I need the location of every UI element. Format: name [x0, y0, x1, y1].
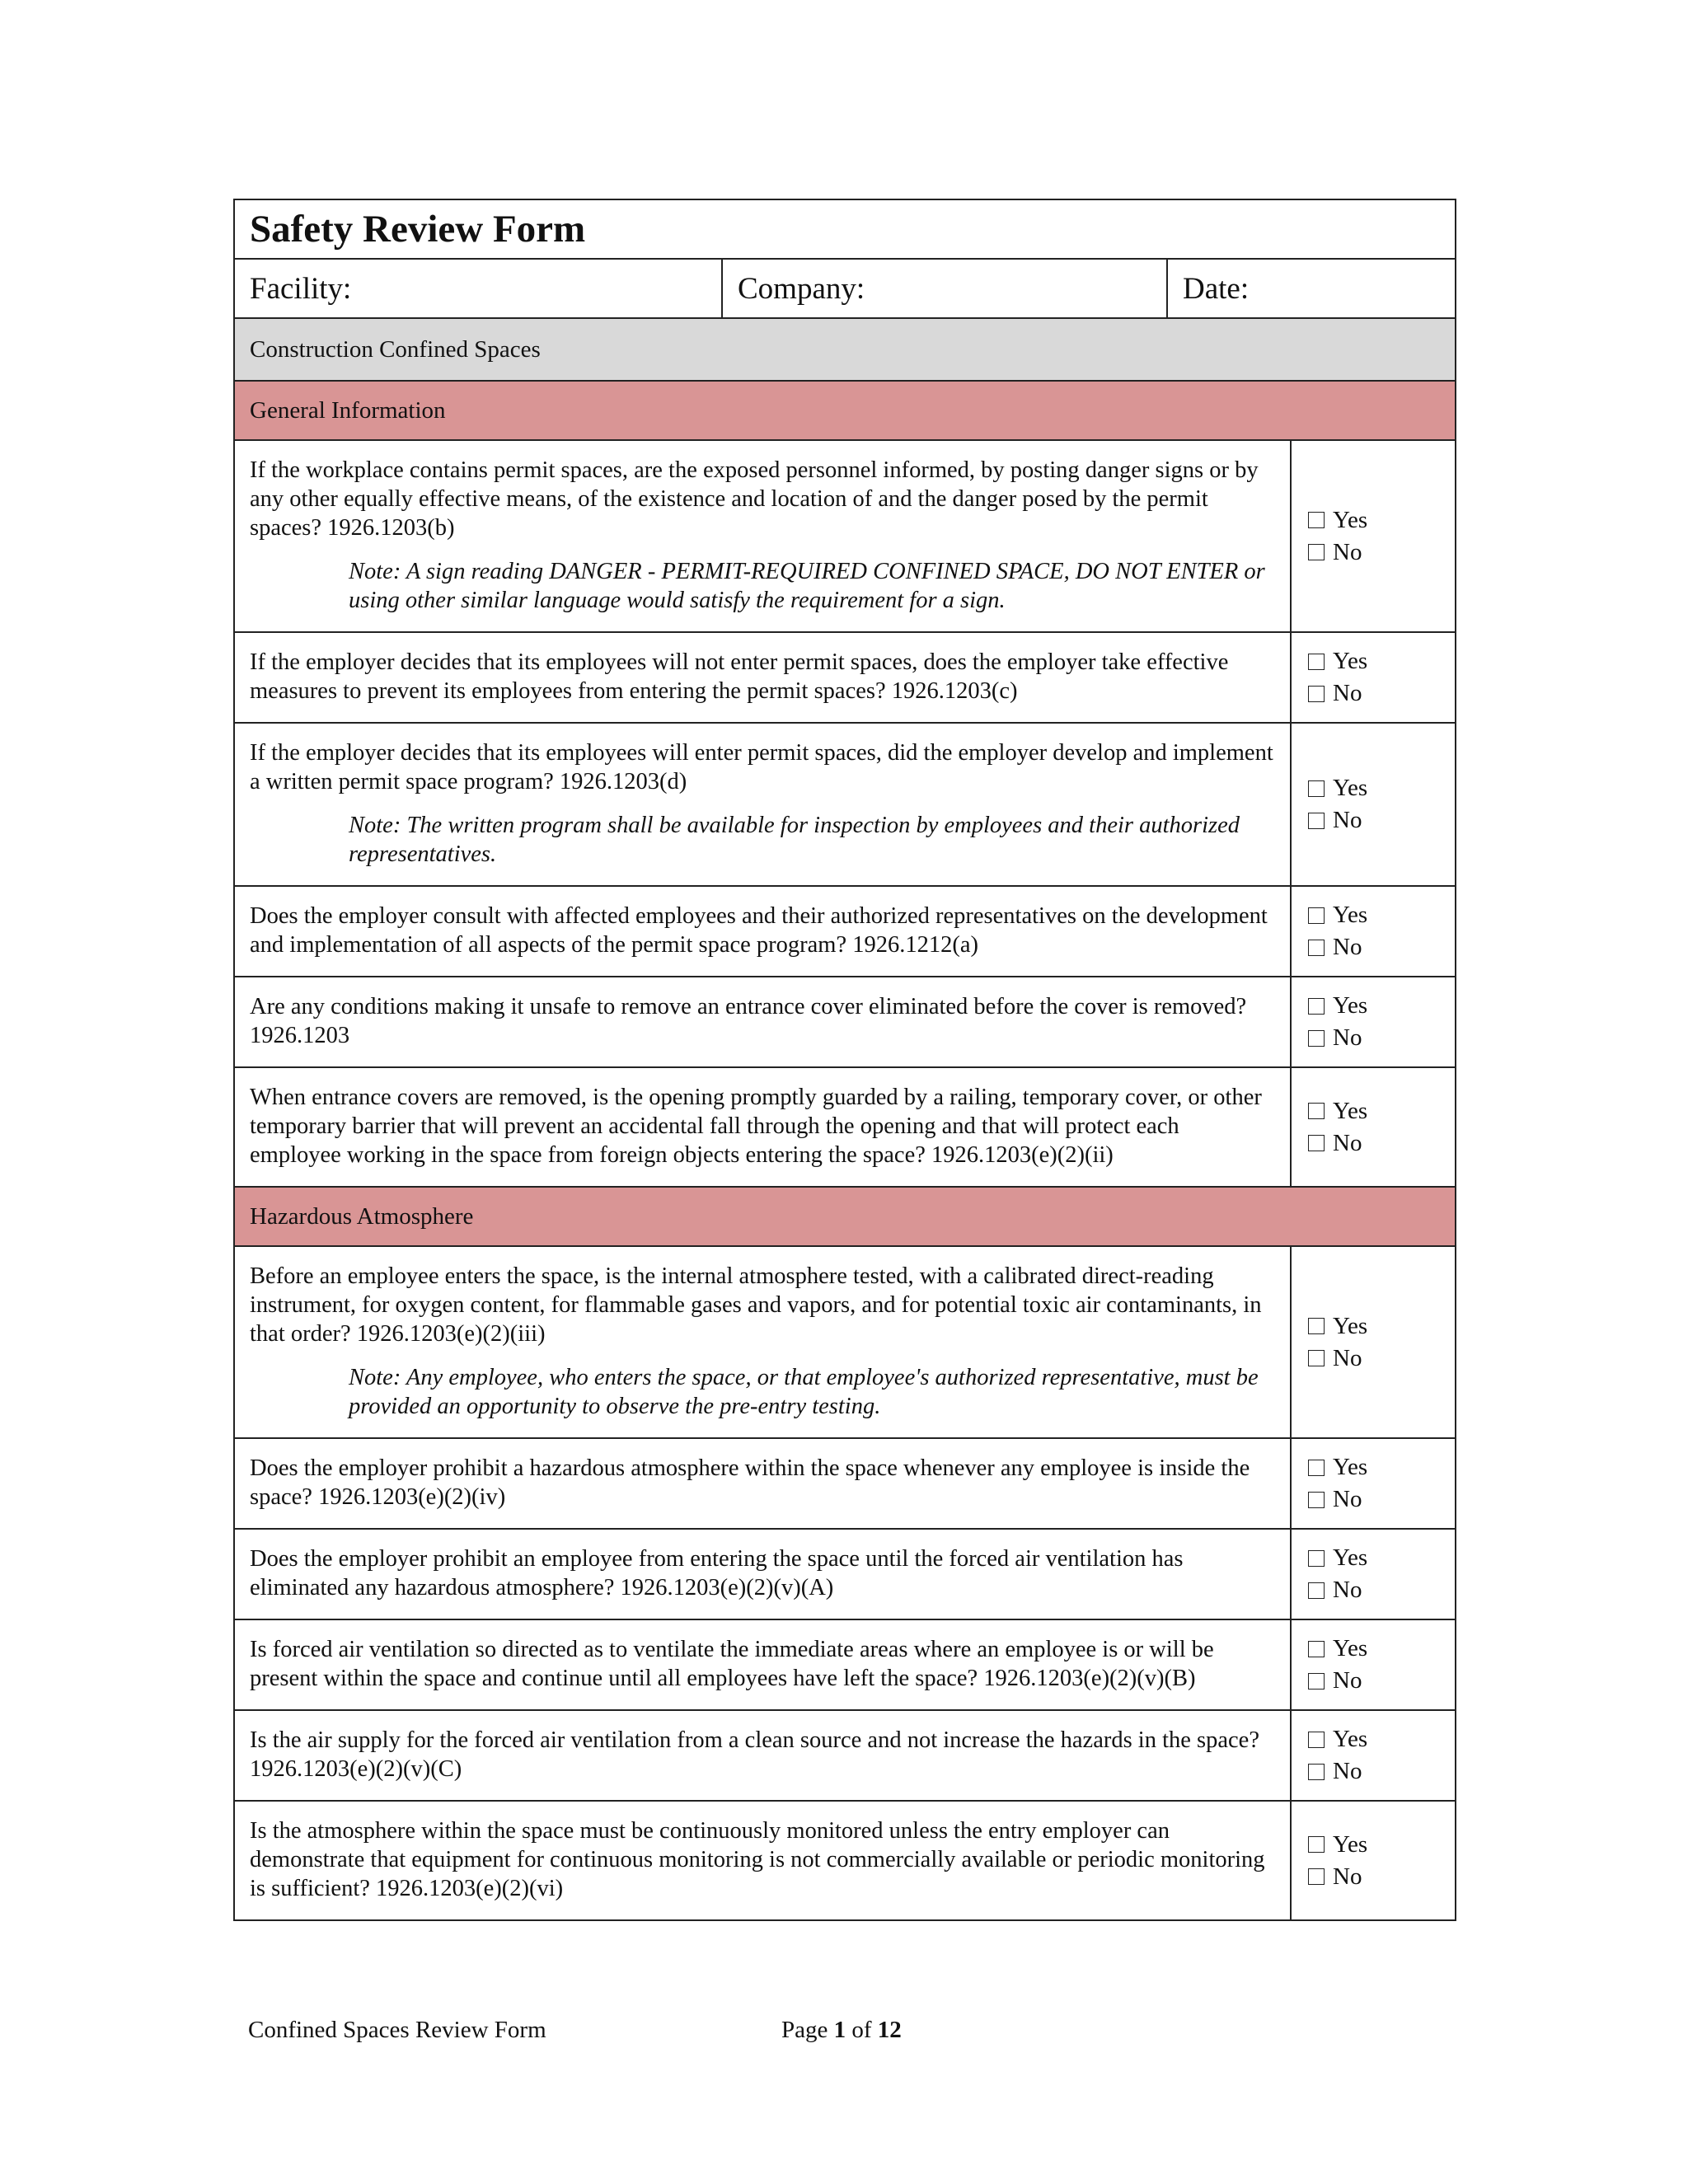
answer-cell [1291, 1801, 1456, 1920]
yes-checkbox[interactable] [1308, 780, 1325, 797]
question-text: Is the atmosphere within the space must be continuously monitored unless the entry employer can demonstrate that equipment for continuous monitoring is not commercially available or periodic monitoring is sufficient? 1926.1203(e)(2)(vi) [250, 1818, 1265, 1901]
yes-checkbox[interactable] [1308, 1550, 1325, 1567]
no-label: No [1333, 1024, 1362, 1051]
no-checkbox[interactable] [1308, 1764, 1325, 1780]
no-option[interactable] [1308, 931, 1455, 963]
question-row [234, 977, 1456, 1067]
no-option[interactable] [1308, 804, 1455, 837]
answer-cell [1291, 1067, 1456, 1187]
question-row [234, 1619, 1456, 1710]
no-label: No [1333, 1129, 1362, 1156]
no-label: No [1333, 807, 1362, 833]
yes-label: Yes [1333, 1454, 1368, 1480]
yes-label: Yes [1333, 1635, 1368, 1661]
yes-checkbox[interactable] [1308, 1318, 1325, 1334]
question-cell [234, 440, 1291, 632]
no-checkbox[interactable] [1308, 813, 1325, 829]
yes-option[interactable] [1308, 1829, 1455, 1861]
question-row [234, 886, 1456, 977]
yes-label: Yes [1333, 775, 1368, 801]
yes-label: Yes [1333, 1097, 1368, 1124]
yes-option[interactable] [1308, 1542, 1455, 1574]
no-option[interactable] [1308, 677, 1455, 710]
question-cell [234, 1619, 1291, 1710]
question-text: Before an employee enters the space, is the internal atmosphere tested, with a calibrated direct-reading instrument, for oxygen content, for flammable gases and vapors, and for potential toxic air contaminants, in that order? 1926.1203(e)(2)(iii) [250, 1263, 1262, 1347]
no-checkbox[interactable] [1308, 1350, 1325, 1366]
no-checkbox[interactable] [1308, 1492, 1325, 1508]
answer-cell [1291, 1710, 1456, 1801]
no-checkbox[interactable] [1308, 686, 1325, 702]
question-cell [234, 1801, 1291, 1920]
yes-label: Yes [1333, 506, 1368, 533]
page-prefix: Page [781, 2017, 828, 2043]
answer-cell [1291, 440, 1456, 632]
yes-option[interactable] [1308, 990, 1455, 1022]
yes-option[interactable] [1308, 1310, 1455, 1343]
question-text: Are any conditions making it unsafe to remove an entrance cover eliminated before the cover is removed? 1926.1203 [250, 994, 1247, 1048]
no-option[interactable] [1308, 1343, 1455, 1375]
form-title: Safety Review Form [234, 199, 1456, 259]
no-checkbox[interactable] [1308, 1582, 1325, 1599]
question-text: Is the air supply for the forced air ventilation from a clean source and not increase the hazards in the space? 1926.1203(e)(2)(v)(C) [250, 1727, 1259, 1782]
yes-checkbox[interactable] [1308, 654, 1325, 670]
page-indicator [781, 2017, 902, 2044]
category-header: Construction Confined Spaces [234, 318, 1456, 381]
question-note: Note: A sign reading DANGER - PERMIT-REQUIRED CONFINED SPACE, DO NOT ENTER or using other similar language would satisfy the requirement for a sign. [349, 559, 1265, 613]
no-option[interactable] [1308, 1861, 1455, 1893]
no-option[interactable] [1308, 1022, 1455, 1054]
question-row [234, 440, 1456, 632]
safety-review-form [233, 199, 1456, 1921]
yes-option[interactable] [1308, 772, 1455, 804]
question-cell [234, 632, 1291, 723]
yes-option[interactable] [1308, 645, 1455, 677]
answer-cell [1291, 886, 1456, 977]
question-note: Note: The written program shall be available for inspection by employees and their authorized representatives. [349, 813, 1240, 867]
question-text: Does the employer prohibit a hazardous atmosphere within the space whenever any employee is inside the space? 1926.1203(e)(2)(iv) [250, 1455, 1250, 1510]
answer-cell [1291, 1529, 1456, 1619]
page-current: 1 [833, 2017, 846, 2043]
yes-option[interactable] [1308, 1095, 1455, 1127]
yes-option[interactable] [1308, 504, 1455, 537]
question-row [234, 1438, 1456, 1529]
no-option[interactable] [1308, 1574, 1455, 1606]
no-label: No [1333, 538, 1362, 565]
facility-field[interactable]: Facility: [234, 259, 722, 318]
page-total: 12 [877, 2017, 902, 2043]
footer-form-name: Confined Spaces Review Form [248, 2017, 546, 2043]
no-label: No [1333, 934, 1362, 960]
question-row [234, 1710, 1456, 1801]
question-row [234, 632, 1456, 723]
no-checkbox[interactable] [1308, 1673, 1325, 1690]
answer-cell [1291, 723, 1456, 886]
yes-checkbox[interactable] [1308, 1836, 1325, 1853]
yes-label: Yes [1333, 902, 1368, 928]
no-option[interactable] [1308, 1755, 1455, 1788]
no-option[interactable] [1308, 1127, 1455, 1160]
question-text: If the employer decides that its employees will not enter permit spaces, does the employer take effective measures to prevent its employees from entering the permit spaces? 1926.1203(c) [250, 649, 1229, 704]
question-cell [234, 977, 1291, 1067]
no-label: No [1333, 1667, 1362, 1694]
answer-cell [1291, 977, 1456, 1067]
no-label: No [1333, 1863, 1362, 1890]
question-cell [234, 1067, 1291, 1187]
yes-label: Yes [1333, 1726, 1368, 1752]
date-field[interactable]: Date: [1167, 259, 1456, 318]
yes-label: Yes [1333, 648, 1368, 674]
question-cell [234, 1710, 1291, 1801]
question-note: Note: Any employee, who enters the space, or that employee's authorized representative, must be provided an opportunity to observe the pre-entry testing. [349, 1365, 1259, 1419]
yes-checkbox[interactable] [1308, 1460, 1325, 1476]
no-checkbox[interactable] [1308, 940, 1325, 956]
yes-label: Yes [1333, 1544, 1368, 1571]
section-header: Hazardous Atmosphere [234, 1187, 1456, 1246]
question-cell [234, 1529, 1291, 1619]
page-of: of [851, 2017, 872, 2043]
question-row [234, 1801, 1456, 1920]
question-text: When entrance covers are removed, is the opening promptly guarded by a railing, temporary cover, or other temporary barrier that will prevent an accidental fall through the opening and that will protect each employee working in the space from foreign objects entering the space? 1926.1203(e)(2)(ii) [250, 1085, 1262, 1168]
question-row [234, 1067, 1456, 1187]
answer-cell [1291, 1619, 1456, 1710]
no-checkbox[interactable] [1308, 1030, 1325, 1047]
yes-checkbox[interactable] [1308, 998, 1325, 1015]
question-text: Does the employer prohibit an employee from entering the space until the forced air ventilation has eliminated any hazardous atmosphere? 1926.1203(e)(2)(v)(A) [250, 1546, 1184, 1601]
question-cell [234, 1438, 1291, 1529]
no-checkbox[interactable] [1308, 1135, 1325, 1151]
no-label: No [1333, 1577, 1362, 1603]
section-header: General Information [234, 381, 1456, 440]
yes-label: Yes [1333, 1830, 1368, 1858]
answer-cell [1291, 1246, 1456, 1438]
yes-checkbox[interactable] [1308, 1732, 1325, 1748]
yes-checkbox[interactable] [1308, 512, 1325, 528]
no-option[interactable] [1308, 537, 1455, 569]
answer-cell [1291, 1438, 1456, 1529]
company-field[interactable]: Company: [722, 259, 1167, 318]
yes-option[interactable] [1308, 1633, 1455, 1665]
no-checkbox[interactable] [1308, 544, 1325, 560]
no-label: No [1333, 1486, 1362, 1512]
yes-option[interactable] [1308, 1723, 1455, 1755]
yes-label: Yes [1333, 992, 1368, 1019]
question-cell [234, 723, 1291, 886]
no-label: No [1333, 1758, 1362, 1784]
no-label: No [1333, 680, 1362, 706]
answer-cell [1291, 632, 1456, 723]
no-label: No [1333, 1344, 1362, 1371]
no-option[interactable] [1308, 1483, 1455, 1516]
yes-checkbox[interactable] [1308, 1641, 1325, 1657]
question-text: If the employer decides that its employees will enter permit spaces, did the employer develop and implement a written permit space program? 1926.1203(d) [250, 740, 1273, 794]
question-text: If the workplace contains permit spaces, are the exposed personnel informed, by posting danger signs or by any other equally effective means, of the existence and location of and the danger posed by the permit spaces? 1926.1203(b) [250, 457, 1259, 541]
yes-checkbox[interactable] [1308, 907, 1325, 924]
yes-checkbox[interactable] [1308, 1103, 1325, 1119]
question-row [234, 1246, 1456, 1438]
yes-option[interactable] [1308, 899, 1455, 931]
yes-label: Yes [1333, 1312, 1368, 1339]
question-text: Is forced air ventilation so directed as to ventilate the immediate areas where an employee is or will be present within the space and continue until all employees have left the space? 1926.1203(e)(2)(v)(B) [250, 1637, 1214, 1691]
yes-option[interactable] [1308, 1451, 1455, 1483]
question-cell [234, 1246, 1291, 1438]
question-row [234, 723, 1456, 886]
no-checkbox[interactable] [1308, 1868, 1325, 1885]
question-text: Does the employer consult with affected employees and their authorized representatives on the development and implementation of all aspects of the permit space program? 1926.1212(a) [250, 903, 1268, 958]
question-row [234, 1529, 1456, 1619]
question-cell [234, 886, 1291, 977]
no-option[interactable] [1308, 1665, 1455, 1697]
